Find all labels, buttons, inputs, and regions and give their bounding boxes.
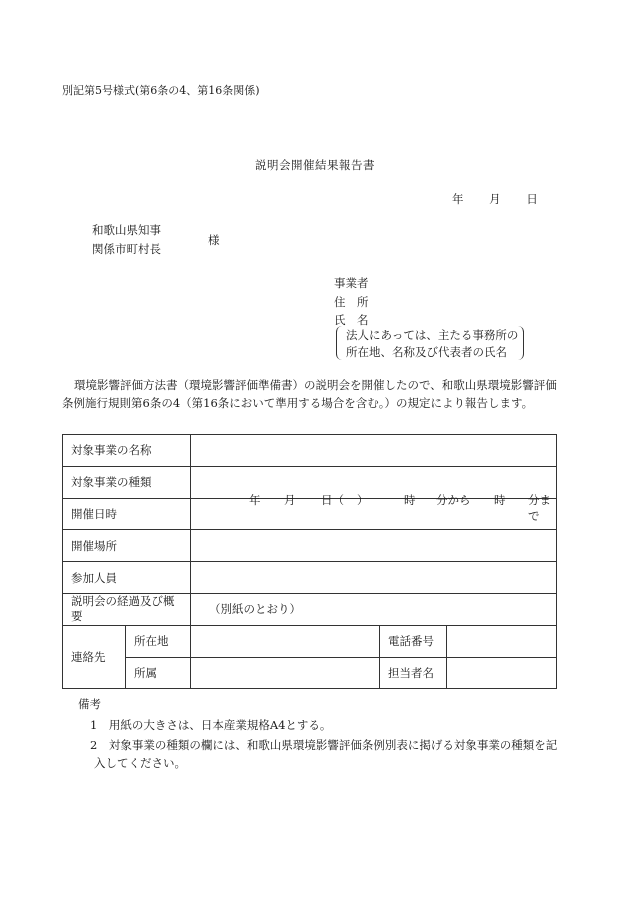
dt-hour-end: 時	[494, 492, 506, 507]
summary-field[interactable]: （別紙のとおり）	[191, 593, 557, 625]
contact-location-field[interactable]	[191, 625, 380, 657]
dt-minute-until: 分まで	[528, 492, 551, 523]
dt-month: 月	[284, 492, 296, 507]
label-phone: 電話番号	[380, 625, 447, 657]
corporate-note-line1: 法人にあっては、主たる事務所の	[346, 328, 519, 342]
label-project-name: 対象事業の名称	[63, 435, 191, 467]
phone-field[interactable]	[447, 625, 557, 657]
table-row	[63, 435, 557, 467]
note-item-1: 1 用紙の大きさは、日本産業規格A4とする。	[90, 718, 332, 732]
label-venue: 開催場所	[63, 530, 191, 562]
dt-year: 年	[249, 492, 261, 507]
table-row	[63, 593, 557, 625]
table-row	[63, 562, 557, 594]
table-row	[63, 657, 557, 689]
date-month-label: 月	[489, 192, 501, 206]
dt-day: 日（	[321, 492, 344, 507]
report-date	[452, 191, 538, 207]
label-attendees: 参加人員	[63, 562, 191, 594]
applicant-label: 事業者	[334, 276, 369, 290]
label-affiliation: 所属	[126, 657, 191, 689]
project-name-field[interactable]	[191, 435, 557, 467]
affiliation-field[interactable]	[191, 657, 380, 689]
addressee-governor: 和歌山県知事	[92, 223, 161, 237]
dt-weekday-close: ）	[357, 492, 369, 507]
dt-hour-start: 時	[404, 492, 416, 507]
attendees-field[interactable]	[191, 562, 557, 594]
report-table	[62, 434, 557, 689]
label-contact-person: 担当者名	[380, 657, 447, 689]
datetime-field[interactable]	[191, 492, 557, 530]
contact-person-field[interactable]	[447, 657, 557, 689]
label-datetime: 開催日時	[63, 498, 191, 530]
table-row	[63, 466, 557, 498]
venue-field[interactable]	[191, 530, 557, 562]
label-summary: 説明会の経過及び概要	[63, 593, 191, 625]
applicant-address-label: 住 所	[334, 295, 369, 309]
addressee-honorific: 様	[208, 233, 220, 247]
label-project-type: 対象事業の種類	[63, 466, 191, 498]
corporate-note-line2: 所在地、名称及び代表者の氏名	[346, 345, 507, 359]
report-statement: 環境影響評価方法書（環境影響評価準備書）の説明会を開催したので、和歌山県環境影響評価条例施行規則第6条の4（第16条において準用する場合を含む。）の規定により報告します。	[62, 378, 557, 410]
notes-heading: 備考	[78, 697, 101, 711]
table-row	[63, 530, 557, 562]
page-title: 説明会開催結果報告書	[255, 158, 375, 172]
date-year-label: 年	[452, 192, 464, 206]
label-contact: 連絡先	[63, 625, 126, 689]
addressee-mayors: 関係市町村長	[92, 242, 161, 256]
form-reference: 別記第5号様式(第6条の4、第16条関係)	[62, 84, 260, 97]
table-row	[63, 498, 557, 530]
date-day-label: 日	[526, 192, 538, 206]
note-item-2: 2 対象事業の種類の欄には、和歌山県環境影響評価条例別表に掲げる対象事業の種類を記	[90, 738, 558, 752]
label-contact-location: 所在地	[126, 625, 191, 657]
dt-minute-from: 分から	[436, 492, 471, 507]
table-row	[63, 625, 557, 657]
applicant-name-label: 氏 名	[334, 313, 369, 327]
note-item-2-continued: 入してください。	[94, 756, 186, 770]
